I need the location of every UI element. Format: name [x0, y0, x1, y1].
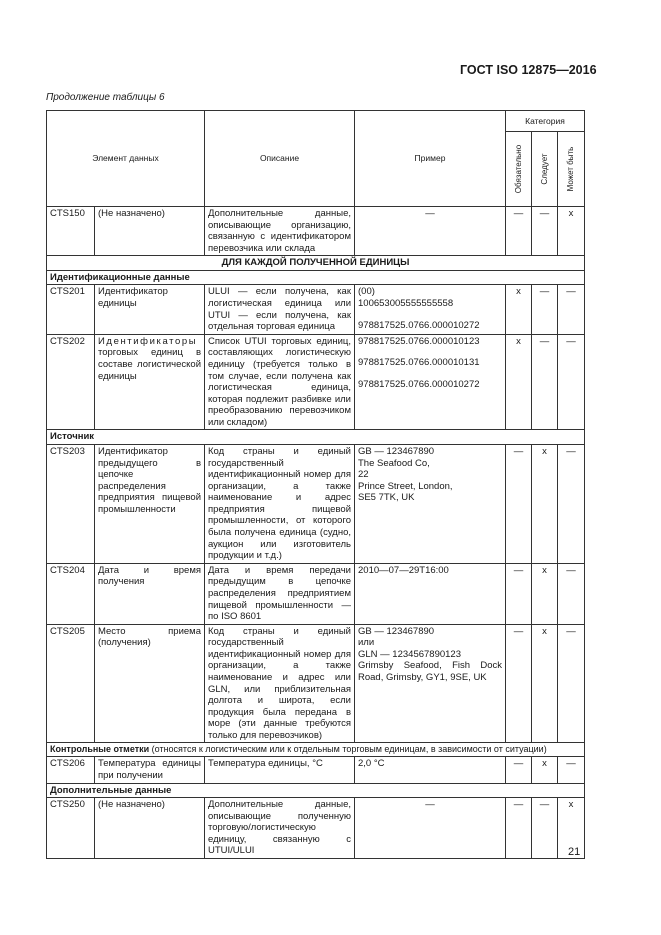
column-header-mandatory: Обязательно [506, 132, 532, 207]
table-row [47, 563, 585, 624]
row-element-name: (Не назначено) [95, 798, 205, 859]
row-cat-mandatory: — [506, 757, 532, 783]
row-cat-mandatory: — [506, 798, 532, 859]
section-row [47, 256, 585, 271]
element-name-line: Идентификаторы [98, 335, 198, 347]
row-cat-should: — [532, 334, 558, 430]
example-line: 100653005555555558 [358, 298, 454, 310]
table-row [47, 624, 585, 743]
table-row [47, 207, 585, 256]
row-description: Список UTUI торговых единиц, составляющих логистическую единицу (требуется только в том случае, если получена как логистическая единица, которая подлежит разбивке или преобразованию перевозчиком или складом) [205, 334, 355, 430]
row-code: CTS203 [47, 444, 95, 563]
subsection-source: Источник [47, 430, 585, 445]
row-description: Дата и время передачи предыдущим в цепочке распределения предприятием пищевой промышленности — по ISO 8601 [205, 563, 355, 624]
page-number: 21 [568, 846, 581, 858]
row-code: CTS201 [47, 285, 95, 334]
example-line: (00) [358, 286, 375, 298]
table-row [47, 444, 585, 563]
row-example: 2,0 °C [355, 757, 506, 783]
subsection-title: Контрольные отметки [50, 744, 150, 755]
example-line: 978817525.0766.000010131 [358, 357, 480, 369]
row-element-name: Температура единицы при получении [95, 757, 205, 783]
row-description: ULUI — если получена, как логистическая единица или UTUI — если получена, как отдельная торговая единица [205, 285, 355, 334]
subsection-row [47, 743, 585, 757]
row-example [355, 334, 506, 430]
row-example: 2010—07—29T16:00 [355, 563, 506, 624]
subsection-row [47, 270, 585, 285]
example-line: Grimsby Seafood, Fish Dock Road, Grimsby, GY1, 9SE, UK [358, 660, 502, 683]
row-code: CTS204 [47, 563, 95, 624]
table-row [47, 757, 585, 783]
example-line: 978817525.0766.000010272 [358, 378, 480, 390]
table-row [47, 285, 585, 334]
row-cat-may: — [558, 624, 585, 743]
column-header-description: Описание [205, 111, 355, 207]
row-cat-may: — [558, 444, 585, 563]
row-example [355, 285, 506, 334]
row-description: Код страны и единый государственный идентификационный номер для организации, а также наименование и адрес или GLN, или приблизительная долгота и широта, если продукция была передана в море (эти данные требуются только для перевозчиков) [205, 624, 355, 743]
row-cat-may: — [558, 334, 585, 430]
row-cat-may: x [558, 207, 585, 256]
example-line: The Seafood Co, [358, 457, 430, 469]
column-header-should: Следует [532, 132, 558, 207]
standard-header: ГОСТ ISO 12875—2016 [460, 63, 597, 77]
example-line: GB — 123467890 [358, 625, 435, 637]
row-cat-should: — [532, 798, 558, 859]
row-cat-mandatory: — [506, 207, 532, 256]
row-cat-should: x [532, 757, 558, 783]
row-element-name: Дата и время получения [95, 563, 205, 624]
row-element-name: (Не назначено) [95, 207, 205, 256]
subsection-identification: Идентификационные данные [47, 270, 585, 285]
row-description: Дополнительные данные, описывающие организацию, связанную с идентификатором перевозчика или склада [205, 207, 355, 256]
row-cat-should: — [532, 285, 558, 334]
data-elements-table [46, 110, 585, 859]
example-line: или [358, 637, 375, 649]
row-cat-mandatory: x [506, 334, 532, 430]
table-row [47, 798, 585, 859]
subsection-control-marks [47, 743, 585, 757]
element-name-line: торговых единиц в составе логистической единицы [98, 347, 201, 382]
subsection-additional-data: Дополнительные данные [47, 783, 585, 798]
row-cat-should: x [532, 624, 558, 743]
row-code: CTS202 [47, 334, 95, 430]
row-element-name [95, 334, 205, 430]
table-continuation-caption: Продолжение таблицы 6 [46, 92, 165, 103]
row-example: — [355, 207, 506, 256]
row-cat-mandatory: — [506, 563, 532, 624]
row-example: — [355, 798, 506, 859]
example-line: SE5 7TK, UK [358, 492, 415, 504]
row-element-name: Идентификатор предыдущего в цепочке распределения предприятия пищевой промышленности [95, 444, 205, 563]
row-description: Код страны и единый государственный идентификационный номер для организации, а также наименование и адрес предприятия пищевой промышленности, от которого была получена единица (судно, аукцион или изготовитель продукции и т.д.) [205, 444, 355, 563]
row-cat-should: x [532, 563, 558, 624]
table-row [47, 334, 585, 430]
example-line: Prince Street, London, [358, 480, 453, 492]
row-cat-should: x [532, 444, 558, 563]
example-line: GLN — 1234567890123 [358, 648, 461, 660]
example-line: 978817525.0766.000010123 [358, 335, 480, 347]
row-description: Температура единицы, °C [205, 757, 355, 783]
column-header-category: Категория [506, 111, 585, 132]
row-cat-may: — [558, 757, 585, 783]
row-cat-may: — [558, 563, 585, 624]
row-cat-mandatory: x [506, 285, 532, 334]
row-code: CTS250 [47, 798, 95, 859]
subsection-row [47, 783, 585, 798]
section-title-each-unit: ДЛЯ КАЖДОЙ ПОЛУЧЕННОЙ ЕДИНИЦЫ [47, 256, 585, 271]
row-cat-mandatory: — [506, 624, 532, 743]
row-code: CTS206 [47, 757, 95, 783]
row-description: Дополнительные данные, описывающие полученную торговую/логистическую единицу, связанную с UTUI/ULUI [205, 798, 355, 859]
row-cat-may: — [558, 285, 585, 334]
row-cat-may: x [558, 798, 585, 859]
row-example [355, 624, 506, 743]
example-line: 22 [358, 469, 369, 481]
table-header-row [47, 111, 585, 132]
column-header-element: Элемент данных [47, 111, 205, 207]
subsection-note: (относятся к логистическим или к отдельным торговым единицам, в зависимости от ситуации) [149, 744, 547, 755]
subsection-row [47, 430, 585, 445]
row-example [355, 444, 506, 563]
row-element-name: Идентификатор единицы [95, 285, 205, 334]
row-code: CTS205 [47, 624, 95, 743]
row-element-name: Место приема (получения) [95, 624, 205, 743]
column-header-example: Пример [355, 111, 506, 207]
column-header-may: Может быть [558, 132, 585, 207]
row-code: CTS150 [47, 207, 95, 256]
row-cat-should: — [532, 207, 558, 256]
row-cat-mandatory: — [506, 444, 532, 563]
example-line: GB — 123467890 [358, 445, 435, 457]
example-line: 978817525.0766.000010272 [358, 319, 480, 331]
